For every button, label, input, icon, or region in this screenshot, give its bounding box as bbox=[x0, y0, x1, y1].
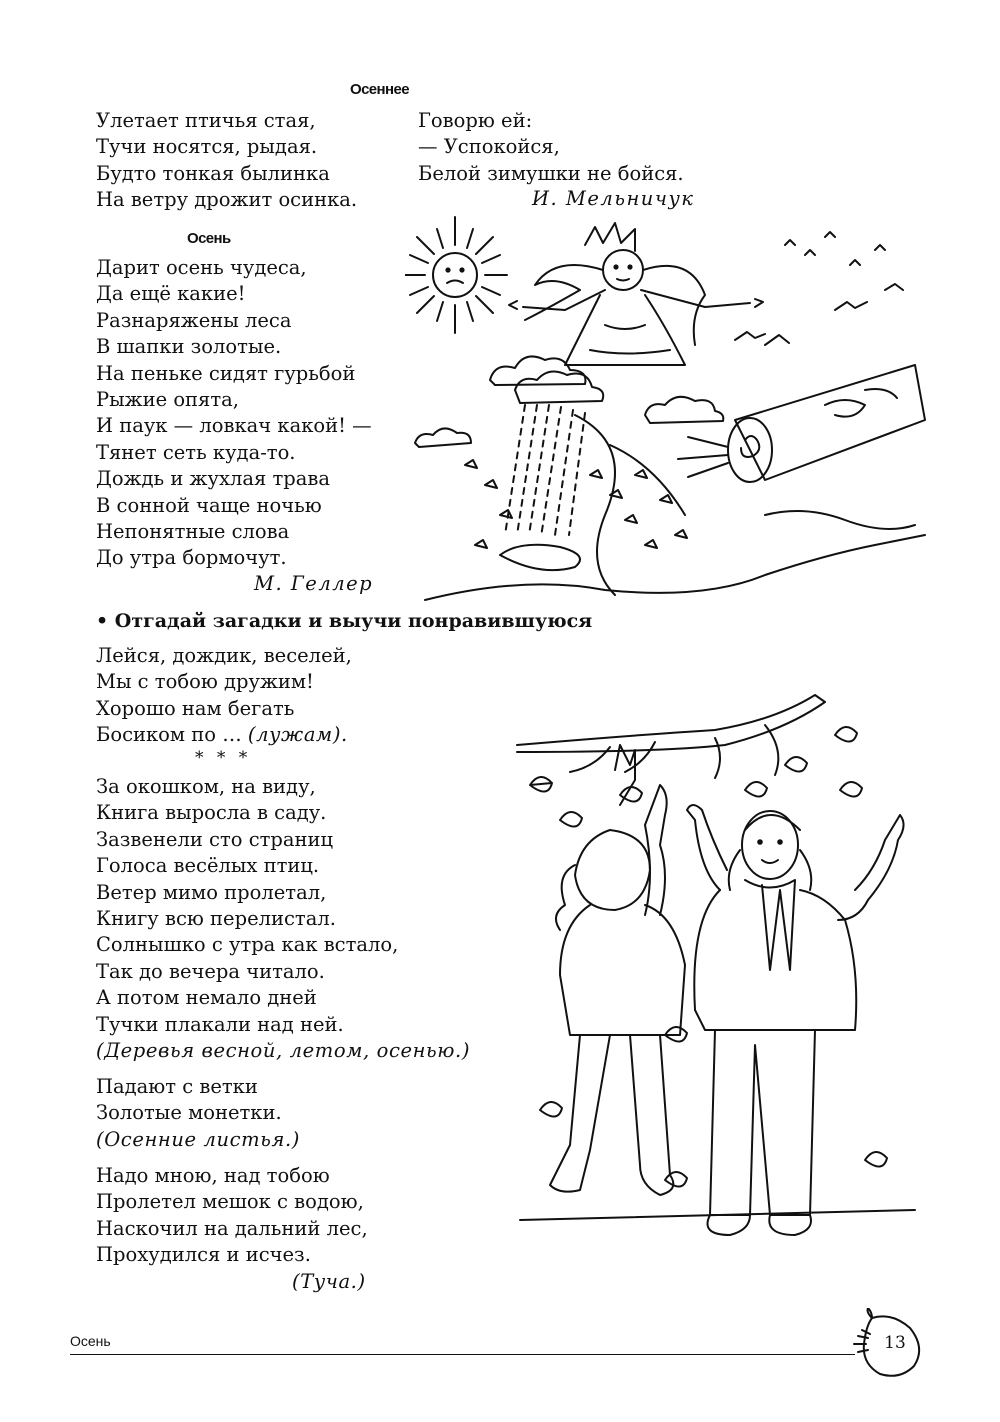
footer-rule bbox=[70, 1354, 855, 1355]
riddle1-answer: (лужам). bbox=[247, 723, 348, 747]
poem1-left-stanza bbox=[96, 108, 357, 214]
poem-line: Дарит осень чудеса, bbox=[96, 256, 307, 279]
poem-line: На ветру дрожит осинка. bbox=[96, 188, 358, 212]
poem-line: В шапки золотые. bbox=[96, 335, 282, 359]
sun-icon bbox=[405, 217, 507, 333]
riddle-line-text: Босиком по … bbox=[96, 723, 242, 747]
riddle-separator: * * * bbox=[195, 748, 252, 768]
riddle4-answer: (Туча.) bbox=[292, 1270, 366, 1293]
riddle1 bbox=[96, 643, 352, 749]
riddle-line: Пролетел мешок с водою, bbox=[96, 1190, 364, 1214]
birds-icon bbox=[735, 232, 903, 345]
footer-section-label: Осень bbox=[70, 1333, 111, 1349]
riddle-line: Надо мною, над тобою bbox=[96, 1164, 330, 1187]
riddle2 bbox=[96, 774, 470, 1064]
poem1-author: И. Мельничук bbox=[532, 187, 695, 210]
poem-line: Дождь и жухлая трава bbox=[96, 467, 330, 491]
riddle-line: Золотые монетки. bbox=[96, 1101, 282, 1125]
poem-line: Разнаряжены леса bbox=[96, 308, 292, 332]
riddle-line: Наскочил на дальний лес, bbox=[96, 1216, 368, 1240]
poem2-stanza bbox=[96, 255, 372, 572]
poem-line: Да ещё какие! bbox=[96, 282, 246, 306]
page-number: 13 bbox=[884, 1333, 906, 1353]
riddle-line: Хорошо нам бегать bbox=[96, 696, 295, 720]
poem-line: Тучи носятся, рыдая. bbox=[96, 135, 318, 159]
riddle-line: Солнышко с утра как встало, bbox=[96, 933, 399, 957]
poem-line: До утра бормочут. bbox=[96, 546, 287, 570]
riddle-line: Лейся, дождик, веселей, bbox=[96, 644, 352, 667]
wind-log-icon bbox=[678, 365, 925, 482]
riddle-line: Ветер мимо пролетал, bbox=[96, 880, 327, 904]
riddle-line: За окошком, на виду, bbox=[96, 775, 316, 798]
ground-icon bbox=[425, 511, 925, 600]
poem-line: Будто тонкая былинка bbox=[96, 161, 330, 185]
task-text: Отгадай загадки и выучи понравившуюся bbox=[114, 610, 593, 632]
riddle3 bbox=[96, 1074, 300, 1153]
riddle-line: Мы с тобою дружим! bbox=[96, 670, 314, 694]
branch-icon bbox=[517, 695, 825, 778]
riddle-line: Книга выросла в саду. bbox=[96, 801, 327, 825]
riddle-line: Так до вечера читало. bbox=[96, 959, 325, 983]
bullet-icon: • bbox=[96, 610, 109, 632]
poem-line: В сонной чаще ночью bbox=[96, 493, 322, 517]
poem2-author: М. Геллер bbox=[254, 572, 374, 595]
riddle-line: Книгу всю перелистал. bbox=[96, 907, 336, 931]
autumn-fairy-icon bbox=[509, 223, 763, 365]
poem-line: Говорю ей: bbox=[418, 109, 533, 132]
poem1-right-stanza bbox=[418, 108, 684, 187]
riddle2-answer: (Деревья весной, летом, осенью.) bbox=[96, 1039, 471, 1063]
riddle-line: Зазвенели сто страниц bbox=[96, 827, 334, 851]
riddle-line: А потом немало дней bbox=[96, 986, 317, 1010]
poem-line: Улетает птичья стая, bbox=[96, 109, 316, 132]
poem1-title: Осеннее bbox=[350, 81, 409, 98]
leaves-swirl-icon bbox=[465, 415, 687, 595]
poem-line: — Успокойся, bbox=[418, 135, 560, 159]
poem-line: На пеньке сидят гурьбой bbox=[96, 361, 356, 385]
poem2-title: Осень bbox=[187, 230, 231, 247]
ground-line bbox=[520, 1210, 915, 1220]
poem-line: И паук — ловкач какой! — bbox=[96, 414, 372, 438]
autumn-fairy-sun-wind-rain-icon bbox=[405, 215, 930, 605]
riddle-line: Тучки плакали над ней. bbox=[96, 1012, 344, 1036]
poem-line: Непонятные слова bbox=[96, 520, 290, 544]
poem-line: Белой зимушки не бойся. bbox=[418, 161, 684, 185]
task-heading bbox=[96, 610, 592, 632]
riddle-line: Падают с ветки bbox=[96, 1075, 258, 1098]
poem-line: Тянет сеть куда-то. bbox=[96, 440, 296, 464]
riddle-line bbox=[96, 722, 352, 748]
riddle3-answer: (Осенние листья.) bbox=[96, 1127, 300, 1151]
poem-line: Рыжие опята, bbox=[96, 388, 239, 412]
girl-right-icon bbox=[687, 805, 904, 1235]
riddle-line: Прохудился и исчез. bbox=[96, 1243, 311, 1267]
rain-icon bbox=[505, 405, 585, 537]
riddle4 bbox=[96, 1163, 368, 1269]
leaves-icon bbox=[530, 727, 887, 1187]
riddle-line: Голоса весёлых птиц. bbox=[96, 854, 320, 878]
two-girls-catching-leaves-icon bbox=[515, 690, 925, 1255]
